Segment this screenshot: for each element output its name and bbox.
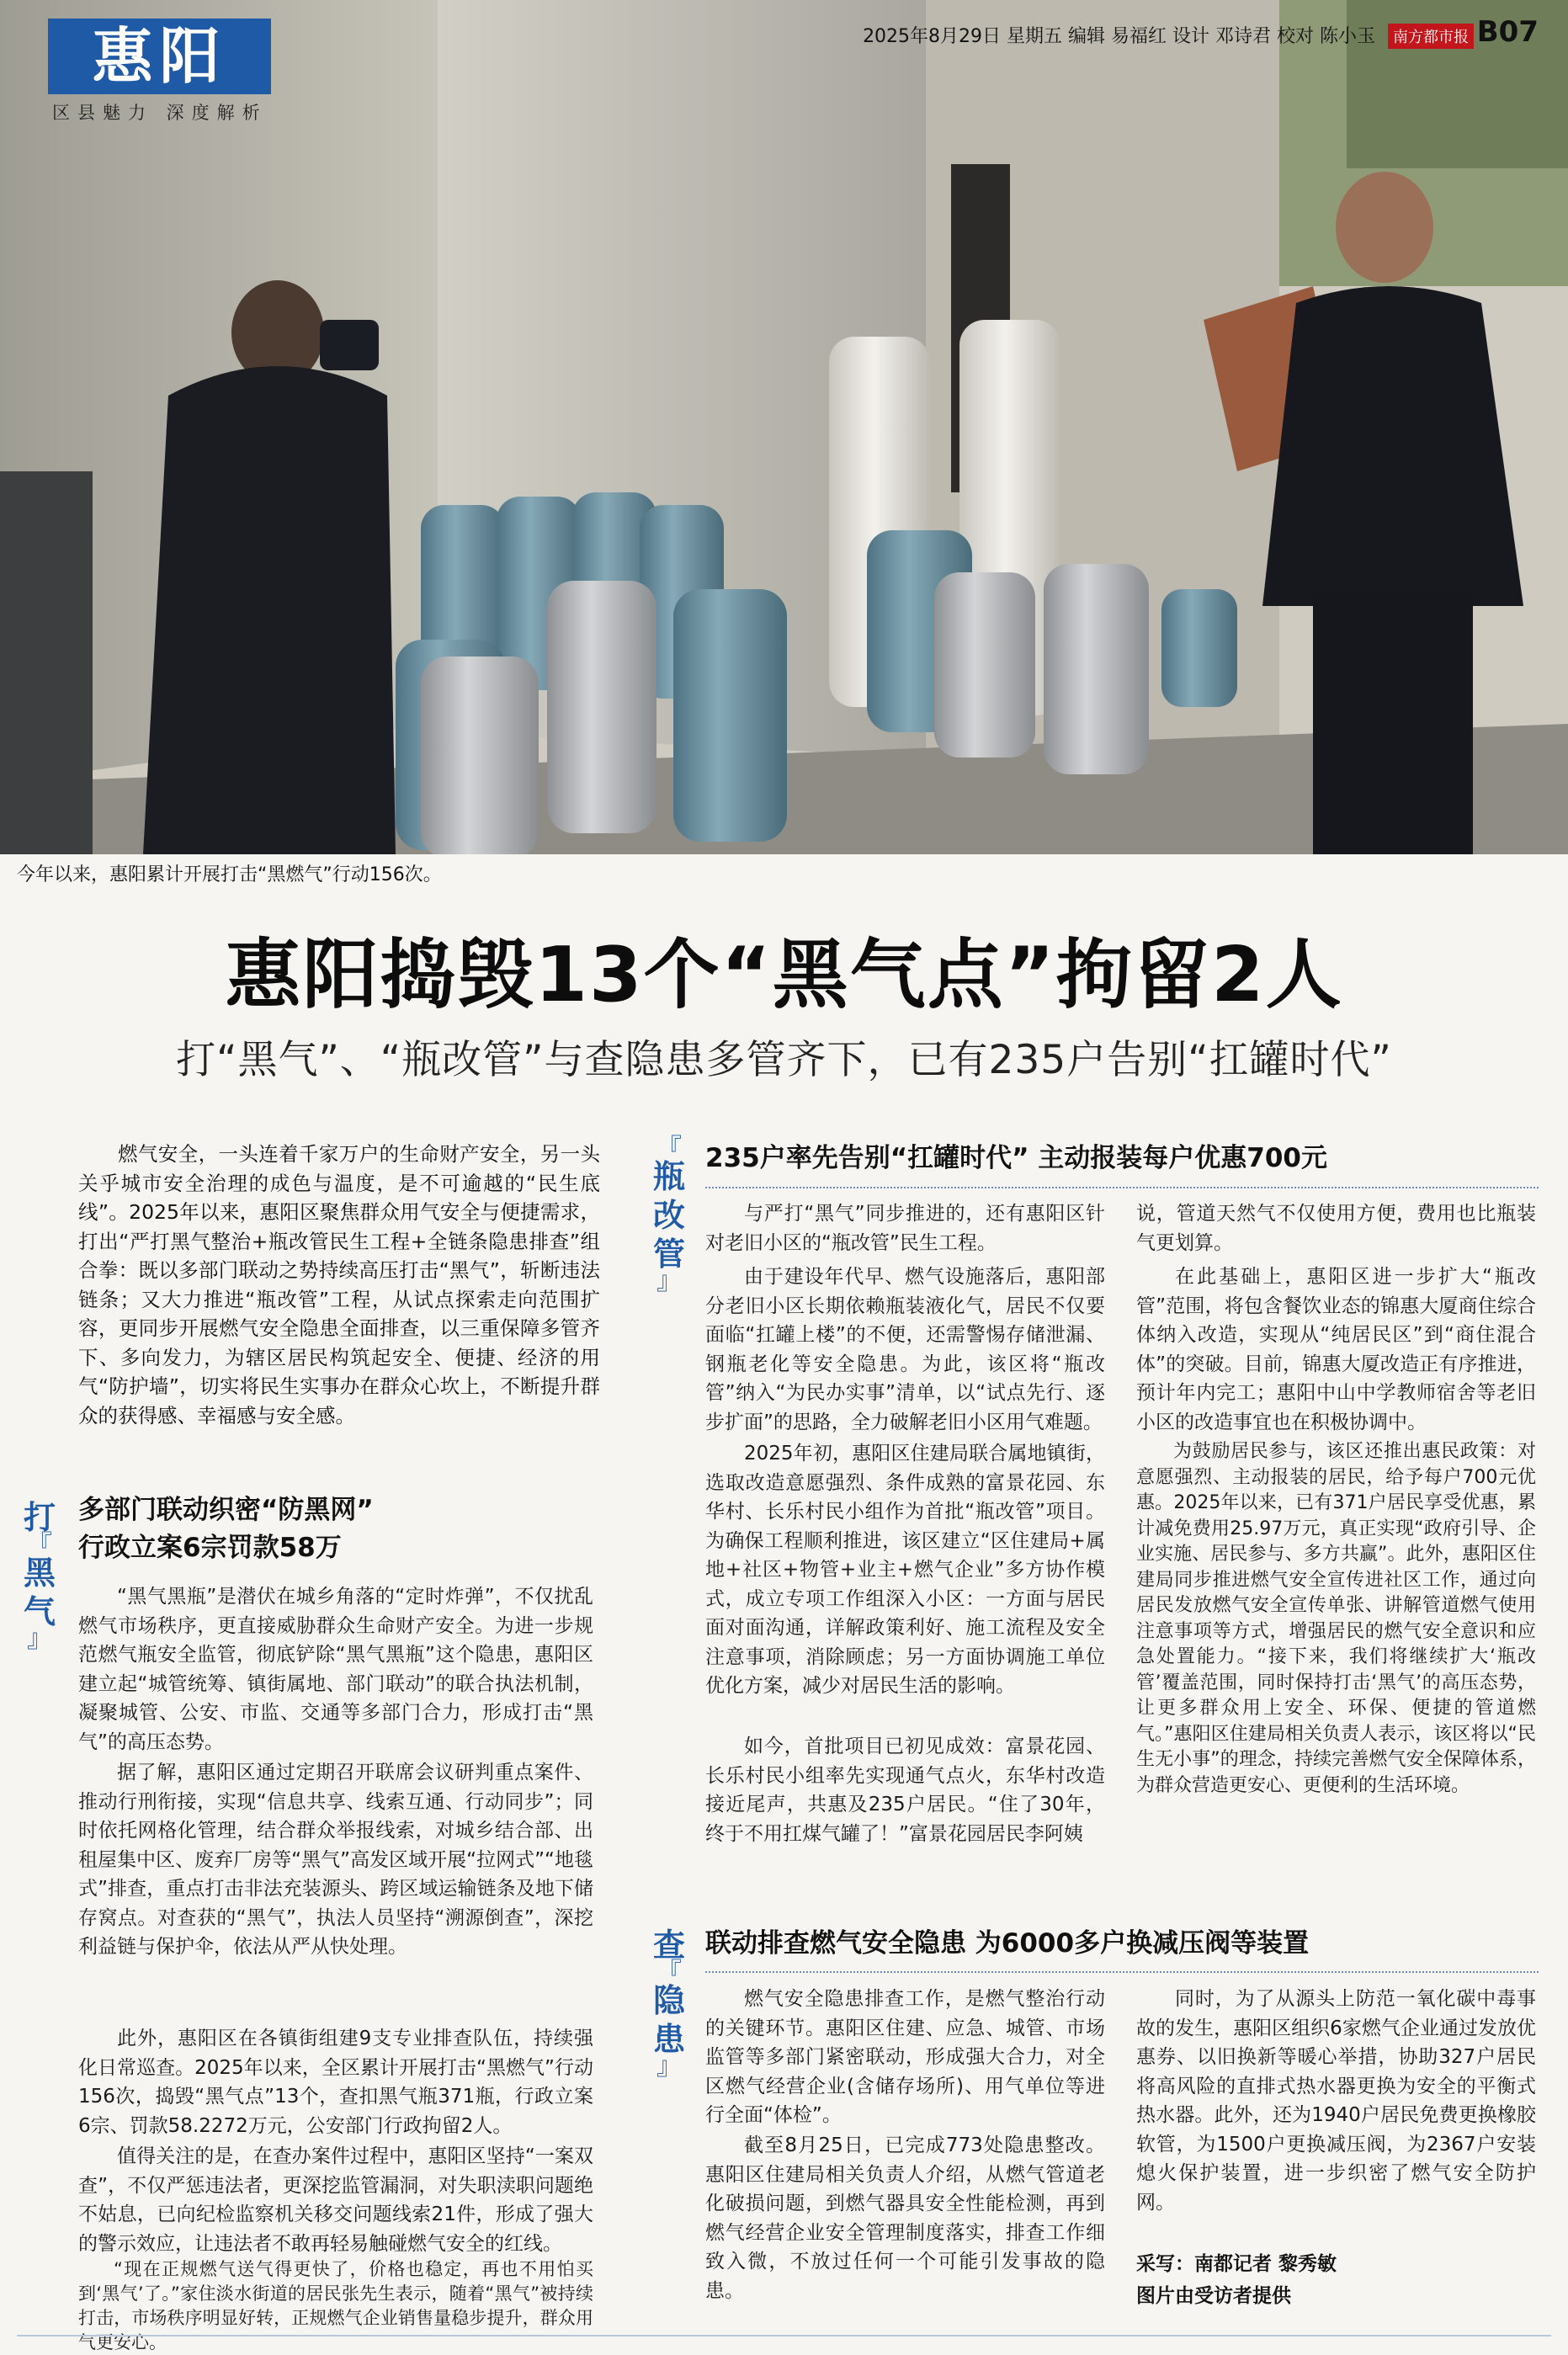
reporter-credit: 采写：南都记者 黎秀敏 xyxy=(1136,2253,1337,2275)
section3-divider xyxy=(705,1971,1539,1973)
newspaper-logo: 南方都市报 xyxy=(1388,24,1474,49)
tag-char: 瓶 xyxy=(652,1158,685,1195)
section3-paragraph: 燃气安全隐患排查工作，是燃气整治行动的关键环节。惠阳区住建、应急、城管、市场监管等多部门紧密联动，形成强大合力，对全区燃气经营企业(含储存场所)、用气单位等进行全面“体检”。 xyxy=(705,1988,1105,2126)
section2-paragraph: 如今，首批项目已初见成效：富景花园、长乐村民小组率先实现通气点火，东华村改造接近尾声，共惠及235户居民。“住了30年，终于不用扛煤气罐了！”富景花园居民李阿姨 xyxy=(705,1736,1105,1845)
section1-paragraph: 此外，惠阳区在各镇街组建9支专业排查队伍，持续强化日常巡查。2025年以来，全区累计开展打击“黑燃气”行动156次，捣毁“黑气点”13个，查扣黑气瓶371瓶，行政立案6宗、罚款58.2272万元，公安部门行政拘留2人。 xyxy=(78,2028,593,2137)
section2-paragraph: 由于建设年代早、燃气设施落后，惠阳部分老旧小区长期依赖瓶装液化气，居民不仅要面临“扛罐上楼”的不便，还需警惕存储泄漏、钢瓶老化等安全隐患。为此，该区将“瓶改管”纳入“为民办实事”清单，以“试点先行、逐步扩面”的思路，全力破解老旧小区用气难题。 xyxy=(705,1266,1105,1433)
section1-paragraph: “黑气黑瓶”是潜伏在城乡角落的“定时炸弹”，不仅扰乱燃气市场秩序，更直接威胁群众生命财产安全。为进一步规范燃气瓶安全监管，彻底铲除“黑气黑瓶”这个隐患，惠阳区建立起“城管统筹、镇街属地、部门联动”的联合执法机制，凝聚城管、公安、市监、交通等多部门合力，形成打击“黑气”的高压态势。 xyxy=(78,1586,593,1753)
tag-char: 改 xyxy=(652,1197,685,1234)
tag-char: 气 xyxy=(23,1593,56,1630)
section1-paragraph: 据了解，惠阳区通过定期召开联席会议研判重点案件、推动行刑衔接，实现“信息共享、线索互通、行动同步”；同时依托网格化管理，结合群众举报线索，对城乡结合部、出租屋集中区、废弃厂房等“黑气”高发区域开展“拉网式”“地毯式”排查，重点打击非法充装源头、跨区域运输链条及地下储存窝点。对查获的“黑气”，执法人员坚持“溯源倒查”，深挖利益链与保护伞，依法从严从快处理。 xyxy=(78,1762,593,1958)
tag-char: 隐 xyxy=(652,1982,685,2019)
section2-paragraph: 在此基础上，惠阳区进一步扩大“瓶改管”范围，将包含餐饮业态的锦惠大厦商住综合体纳入改造，实现从“纯居民区”到“商住混合体”的突破。目前，锦惠大厦改造正有序推进，预计年内完工；惠阳中山中学教师宿舍等老旧小区的改造事宜也在积极协调中。 xyxy=(1136,1266,1536,1433)
photo-gas-cylinders-illustration xyxy=(0,0,1568,854)
section-tagline: 区县魅力 深度解析 xyxy=(52,103,268,123)
section-tag-pinggaiguan: 『 瓶 改 管 』 xyxy=(652,1134,685,1296)
tag-char: 管 xyxy=(652,1236,685,1273)
bottom-divider xyxy=(17,2335,1551,2336)
section2-divider xyxy=(705,1187,1539,1188)
tag-char: 患 xyxy=(652,2021,685,2058)
section1-paragraph: 值得关注的是，在查办案件过程中，惠阳区坚持“一案双查”，不仅严惩违法者，更深挖监管漏洞，对失职渎职问题绝不姑息，已向纪检监察机关移交问题线索21件，形成了强大的警示效应，让违法者不敢再轻易触碰燃气安全的红线。 xyxy=(78,2145,593,2255)
section2-title: 235户率先告别“扛罐时代” 主动报装每户优惠700元 xyxy=(705,1143,1327,1173)
section1-title-line2: 行政立案6宗罚款58万 xyxy=(78,1533,342,1563)
section-tag-da-heiqi: 打 『 黑 气 』 xyxy=(23,1499,56,1654)
sub-headline: 打“黑气”、“瓶改管”与查隐患多管齐下，已有235户告别“扛罐时代” xyxy=(176,1037,1392,1083)
section3-paragraph: 同时，为了从源头上防范一氧化碳中毒事故的发生，惠阳区组织6家燃气企业通过发放优惠券、以旧换新等暖心举措，协助327户居民将高风险的直排式热水器更换为安全的平衡式热水器。此外，还为1940户居民免费更换橡胶软管，为1500户更换减压阀，为2367户安装熄火保护装置，进一步织密了燃气安全防护网。 xyxy=(1136,1988,1536,2214)
photo-caption: 今年以来，惠阳累计开展打击“黑燃气”行动156次。 xyxy=(17,864,442,885)
section1-title-line1: 多部门联动织密“防黑网” xyxy=(78,1495,374,1525)
section-tag-cha-yinhuan: 查 『 隐 患 』 xyxy=(652,1927,685,2081)
section2-paragraph: 与严打“黑气”同步推进的，还有惠阳区针对老旧小区的“瓶改管”民生工程。 xyxy=(705,1203,1105,1254)
lead-paragraph: 燃气安全，一头连着千家万户的生命财产安全，另一头关乎城市安全治理的成色与温度，是不可逾越的“民生底线”。2025年以来，惠阳区聚焦群众用气安全与便捷需求，打出“严打黑气整治+瓶改管民生工程+全链条隐患排查”组合拳：既以多部门联动之势持续高压打击“黑气”，斩断违法链条；又大力推进“瓶改管”工程，从试点探索走向范围扩容，更同步开展燃气安全隐患全面排查，以三重保障多管齐下、多向发力，为辖区居民构筑起安全、便捷、经济的用气“防护墙”，切实将民生实事办在群众心坎上，不断提升群众的获得感、幸福感与安全感。 xyxy=(78,1142,600,1427)
section2-paragraph: 说，管道天然气不仅使用方便，费用也比瓶装气更划算。 xyxy=(1136,1203,1536,1254)
tag-char: 查 xyxy=(652,1927,685,1964)
main-headline: 惠阳捣毁13个“黑气点”拘留2人 xyxy=(225,931,1343,1019)
news-photo xyxy=(0,0,1568,854)
date-line: 2025年8月29日 星期五 编辑 易福红 设计 邓诗君 校对 陈小玉 xyxy=(863,26,1375,47)
page-number: B07 xyxy=(1476,15,1539,49)
section-brand-box: 惠阳 xyxy=(48,19,271,94)
photo-credit: 图片由受访者提供 xyxy=(1136,2285,1291,2307)
section2-paragraph: 为鼓励居民参与，该区还推出惠民政策：对意愿强烈、主动报装的居民，给予每户700元优惠。2025年以来，已有371户居民享受优惠，累计减免费用25.97万元，真正实现“政府引导、企业实施、居民参与、多方共赢”。此外，惠阳区住建局同步推进燃气安全宣传进社区工作，通过向居民发放燃气安全宣传单张、讲解管道燃气使用注意事项等方式，增强居民的燃气安全意识和应急处置能力。“接下来，我们将继续扩大‘瓶改管’覆盖范围，同时保持打击‘黑气’的高压态势，让更多群众用上安全、环保、便捷的管道燃气。”惠阳区住建局相关负责人表示，该区将以“民生无小事”的理念，持续完善燃气安全保障体系，为群众营造更安心、更便利的生活环境。 xyxy=(1136,1441,1536,1796)
section3-title: 联动排查燃气安全隐患 为6000多户换减压阀等装置 xyxy=(705,1928,1310,1959)
section1-paragraph: “现在正规燃气送气得更快了，价格也稳定，再也不用怕买到‘黑气’了。”家住淡水街道的居民张先生表示，随着“黑气”被持续打击，市场秩序明显好转，正规燃气企业销售量稳步提升，群众用气更安心。 xyxy=(78,2259,593,2352)
tag-char: 打 xyxy=(23,1499,56,1536)
date-editor-line xyxy=(863,22,1474,49)
section2-paragraph: 2025年初，惠阳区住建局联合属地镇街，选取改造意愿强烈、条件成熟的富景花园、东华村、长乐村民小组作为首批“瓶改管”项目。为确保工程顺利推进，该区建立“区住建局+属地+社区+物管+业主+燃气企业”多方协作模式，成立专项工作组深入小区：一方面与居民面对面沟通，详解政策利好、施工流程及安全注意事项，消除顾虑；另一方面协调施工单位优化方案，减少对居民生活的影响。 xyxy=(705,1443,1105,1697)
tag-char: 黑 xyxy=(23,1555,56,1592)
section3-paragraph: 截至8月25日，已完成773处隐患整改。惠阳区住建局相关负责人介绍，从燃气管道老化破损问题，到燃气器具安全性能检测，再到燃气经营企业安全管理制度落实，排查工作细致入微，不放过任何一个可能引发事故的隐患。 xyxy=(705,2134,1105,2302)
